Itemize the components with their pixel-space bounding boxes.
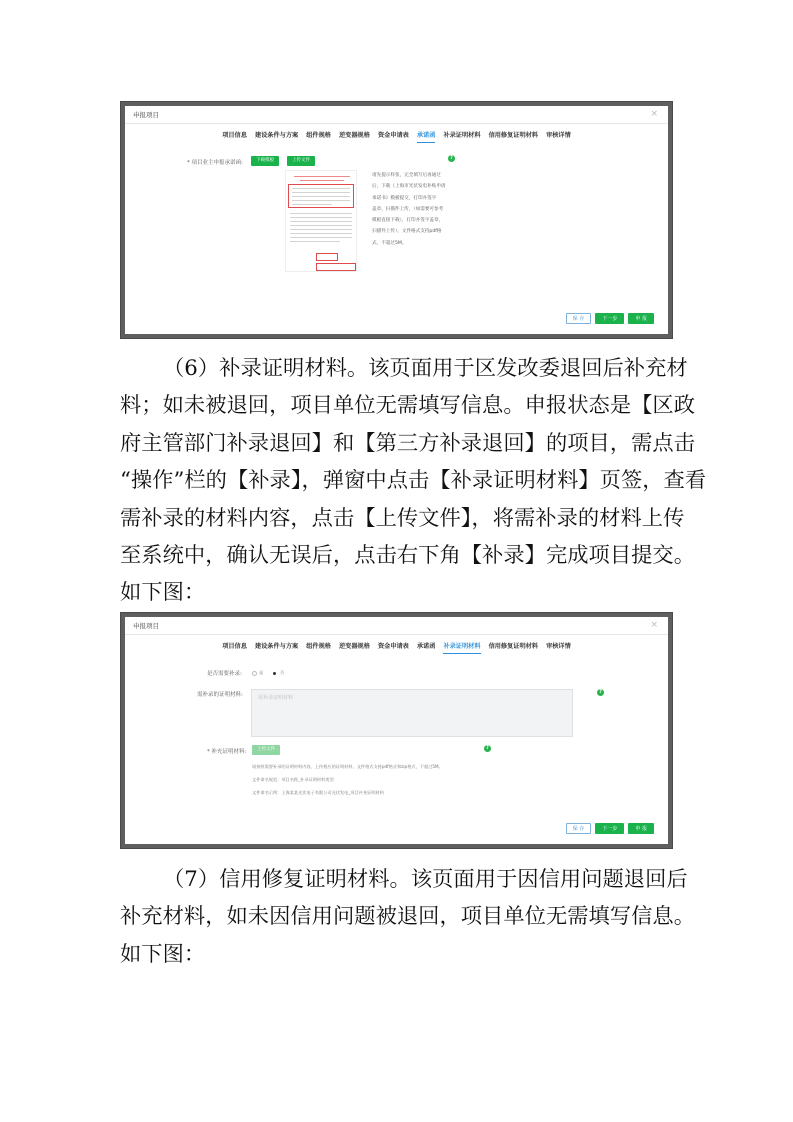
declare-project-dialog — [125, 106, 668, 334]
tab-construction-plan[interactable]: 建设条件与方案 — [254, 643, 299, 650]
upload-file-button[interactable]: 上传文件 — [252, 745, 280, 755]
note-line: 式，不超过5M。 — [372, 240, 407, 246]
dialog-title: 申报项目 — [133, 111, 159, 119]
commitment-instructions — [372, 170, 447, 249]
save-button[interactable]: 保 存 — [566, 823, 592, 834]
dialog-title: 申报项目 — [133, 622, 159, 630]
tab-bar — [125, 641, 668, 655]
need-supplement-label: 是否需要补录: — [207, 671, 242, 677]
next-step-button[interactable]: 下一步 — [595, 313, 624, 324]
declare-project-dialog — [125, 617, 668, 844]
note-line: 盖章，扫描件上传，（如需要可参考 — [372, 206, 444, 212]
note-line: 请先提示样张，完全填写后再通过 — [372, 173, 441, 178]
paragraph-line: “操作”栏的【补录】，弹窗中点击【补录证明材料】页签，查看 — [120, 468, 707, 494]
tab-credit-repair[interactable]: 信用修复证明材料 — [488, 643, 539, 650]
radio-yes[interactable] — [252, 671, 257, 676]
paragraph-line: 补充材料，如未因信用问题被退回，项目单位无需填写信息。 — [120, 904, 696, 930]
section-7-paragraph — [120, 861, 696, 973]
tab-funding-form[interactable]: 资金申请表 — [377, 643, 409, 650]
screenshot-supplement-materials — [120, 612, 673, 849]
help-icon[interactable]: ? — [448, 155, 455, 162]
tab-funding-form[interactable]: 资金申请表 — [377, 132, 409, 139]
submit-button[interactable]: 申 报 — [628, 823, 654, 834]
radio-yes-label: 是 — [259, 670, 264, 675]
paragraph-line: 至系统中，确认无误后，点击右下角【补录】完成项目提交。 — [120, 543, 696, 569]
dialog-actions — [562, 823, 654, 834]
paragraph-line: （6）补录证明材料。该页面用于区发改委退回后补充材 — [163, 356, 688, 381]
next-step-button[interactable]: 下一步 — [595, 823, 624, 834]
paragraph-line: （7）信用修复证明材料。该页面用于因信用问题退回后 — [163, 867, 688, 892]
upload-label: * 补充证明材料: — [207, 749, 247, 755]
note-line: 后，下载《上海市光伏发电补贴申请 — [372, 184, 446, 190]
hint-line: 请按照需要补录的证明材料内容，上传相应的证明材料，文件格式支持pdf格式和zip格式，不超过5M。 — [252, 764, 443, 769]
tab-project-info[interactable]: 项目信息 — [222, 643, 247, 650]
tab-credit-repair[interactable]: 信用修复证明材料 — [488, 132, 539, 139]
tab-project-info[interactable]: 项目信息 — [222, 132, 247, 139]
hint-line: 文件命名规范：项目名称_补录证明材料类型 — [252, 777, 334, 782]
close-icon[interactable]: × — [650, 620, 658, 630]
upload-file-button[interactable]: 上传文件 — [287, 156, 315, 166]
materials-placeholder: 需补录证明材料 — [258, 695, 294, 701]
tab-review-details[interactable]: 审核详情 — [546, 643, 571, 650]
section-6-paragraph — [120, 350, 707, 612]
radio-no[interactable] — [273, 672, 276, 675]
help-icon[interactable]: ? — [597, 689, 604, 696]
paragraph-line: 府主管部门补录退回】和【第三方补录退回】的项目，需点击 — [120, 430, 696, 456]
paragraph-line: 如下图： — [120, 941, 206, 967]
tab-inverter-spec[interactable]: 逆变器规格 — [339, 643, 370, 650]
hint-line: 文件命名示例：上海某某光伏电子有限公司光伏发电_项目补充证明材料 — [252, 790, 384, 795]
dialog-header — [125, 617, 668, 635]
tab-review-details[interactable]: 审核详情 — [546, 132, 571, 139]
tab-module-spec[interactable]: 组件规格 — [306, 643, 331, 650]
note-line: 承诺书》模板提交，打印并签字 — [372, 195, 437, 201]
screenshot-commitment-letter — [120, 101, 673, 339]
paragraph-line: 如下图： — [120, 580, 206, 606]
tab-commitment-letter[interactable]: 承诺函 — [416, 643, 436, 650]
tab-supplement-materials[interactable]: 补录证明材料 — [443, 641, 480, 654]
help-icon[interactable]: ? — [484, 745, 491, 752]
commitment-template-preview — [285, 170, 357, 272]
close-icon[interactable]: × — [650, 109, 658, 119]
download-template-button[interactable]: 下载模板 — [251, 156, 279, 166]
tab-supplement-materials[interactable]: 补录证明材料 — [443, 132, 481, 139]
radio-no-label: 否 — [280, 670, 285, 675]
dialog-actions — [562, 313, 654, 324]
tab-inverter-spec[interactable]: 逆变器规格 — [339, 132, 370, 139]
materials-textarea[interactable] — [251, 689, 573, 737]
tab-commitment-letter[interactable]: 承诺函 — [417, 130, 436, 143]
paragraph-line: 需补录的材料内容，点击【上传文件】，将需补录的材料上传 — [120, 505, 685, 531]
materials-label: 需补录的证明材料: — [197, 692, 243, 698]
commitment-field-label: * 项目业主申报承诺函: — [187, 160, 243, 166]
tab-module-spec[interactable]: 组件规格 — [306, 132, 331, 139]
paragraph-line: 料；如未被退回，项目单位无需填写信息。申报状态是【区政 — [120, 393, 696, 419]
note-line: 扫描件上传），文件格式支持pdf格 — [372, 229, 442, 235]
tab-construction-plan[interactable]: 建设条件与方案 — [254, 132, 299, 139]
save-button[interactable]: 保 存 — [566, 313, 592, 324]
submit-button[interactable]: 申 报 — [628, 313, 654, 324]
note-line: 模板直接下载），打印并签字盖章， — [372, 218, 444, 224]
tab-bar — [125, 130, 668, 144]
dialog-header — [125, 106, 668, 124]
